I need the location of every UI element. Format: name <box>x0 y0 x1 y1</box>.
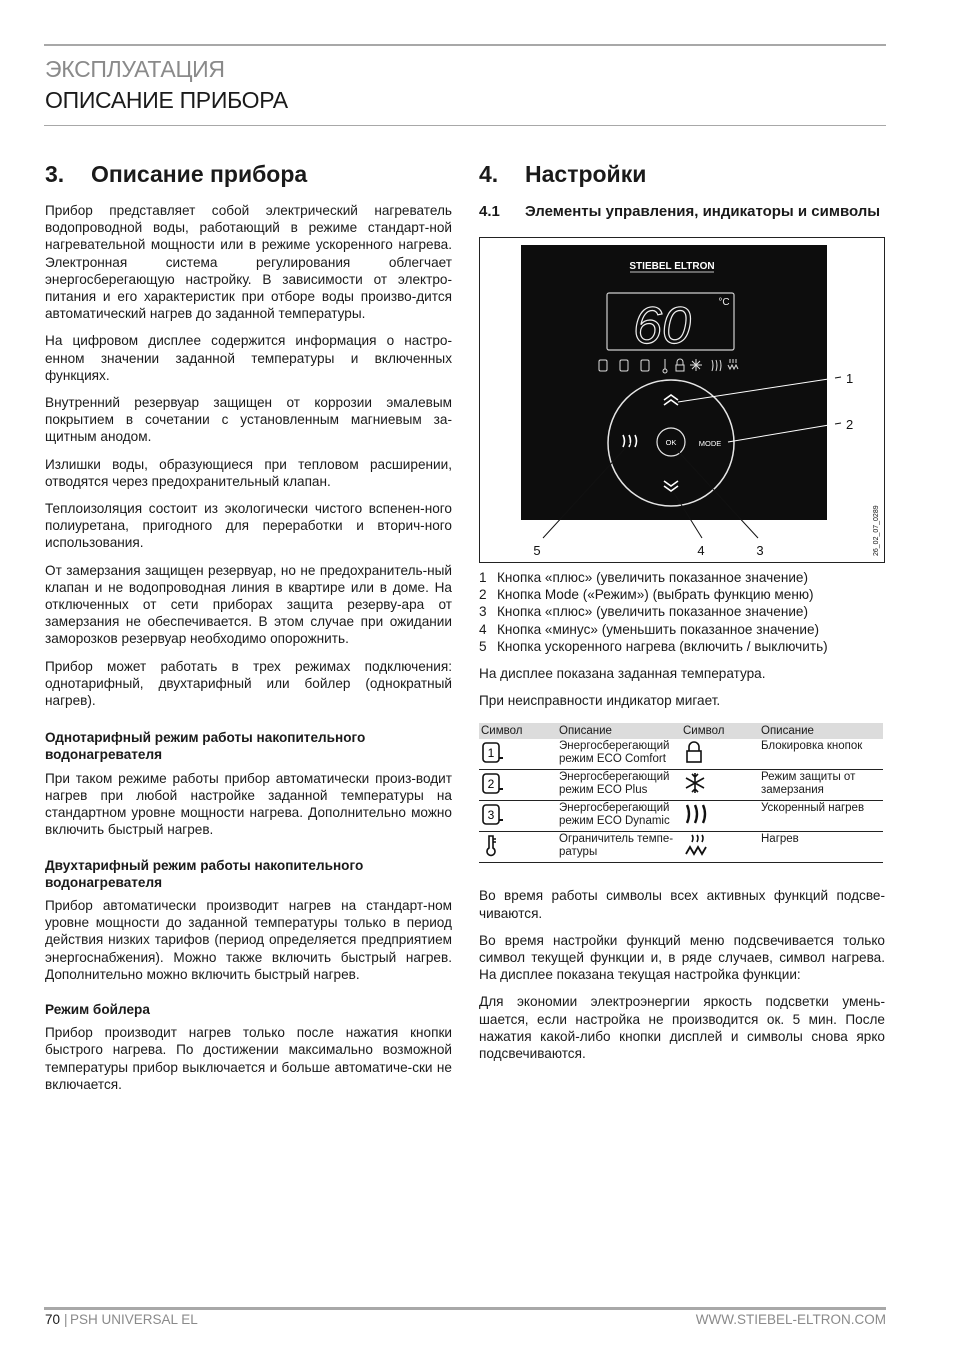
callout-3: 3 <box>756 543 764 558</box>
legend-item: 2 Кнопка Mode («Режим») (выбрать функцию меню) <box>479 587 814 603</box>
left-column <box>45 160 452 1103</box>
boiler-mode-text: Прибор производит нагрев только после нажатия кнопки быстрого нагрева. По достижении максимально возможной температуры прибор выключается и больше автоматиче-ски не включается. <box>45 1025 452 1092</box>
single-tariff-text: При таком режиме работы прибор автоматически произ-водит нагрев при любой настройке заданной температуры на стандартном уровне мощности нагрева. Дополнительно можно включить быстрый нагрев. <box>45 770 452 838</box>
thermometer-icon <box>481 833 505 857</box>
paragraph: Прибор может работать в трех режимах подключения: однотарифный, двухтарифный или бойлер (однократный нагрев). <box>45 658 452 709</box>
ok-label: OK <box>665 438 677 447</box>
svg-text:1: 1 <box>487 746 495 761</box>
single-tariff-heading: Однотарифный режим работы накопительного водонагревателя <box>45 730 366 763</box>
svg-text:3: 3 <box>487 808 495 823</box>
footer-rule <box>44 1307 886 1310</box>
page-number: 70 <box>45 1312 61 1327</box>
paragraph: Внутренний резервуар защищен от коррозии эмалевым покрытием в сочетании с установленным магниевым за-щитным анодом. <box>45 395 452 445</box>
panel-background <box>521 245 827 520</box>
header-title: ОПИСАНИЕ ПРИБОРА <box>45 87 288 113</box>
legend-item: 4 Кнопка «минус» (уменьшить показанное значение) <box>479 621 820 637</box>
paragraph: Прибор представляет собой электрический нагреватель водопроводной воды, работающий в режиме стандарт-ной нагревательной мощности или в режиме ускоренного нагрева. Электронная система регулирования облегчает энергосберегающую настройку. В зависимости от электро-питания и его характеристик при отборе воды произво-дится автоматический нагрев до заданной температуры. <box>45 203 452 322</box>
paragraph: От замерзания защищен резервуар, но не предохранитель-ный клапан и не водопроводная линия в квартире или в доме. На отключенных от сети приборах защита резерву-ара от замерзания не обеспечивается. В этом случае при ожидании заморозков резервуар необходимо опорожнить. <box>45 562 452 647</box>
table-row: Ограничитель темпе-ратуры Нагрев <box>479 832 883 863</box>
figure-legend <box>479 569 885 655</box>
dual-tariff-heading: Двухтарифный режим работы накопительного водонагревателя <box>45 857 364 890</box>
footer-separator: | <box>64 1312 68 1327</box>
boiler-mode-heading: Режим бойлера <box>45 1001 150 1017</box>
footer-url: WWW.STIEBEL-ELTRON.COM <box>695 1312 886 1327</box>
callout-5: 5 <box>533 543 541 558</box>
fast-heat-icon <box>683 802 711 826</box>
note-fault: При неисправности индикатор мигает. <box>479 693 721 709</box>
paragraph: Во время настройки функций меню подсвечивается только символ текущей функции и, в ряде случаев, символ нагрева. На дисплее показана текущая настройка функции: <box>479 932 885 983</box>
symbols-table <box>479 723 883 863</box>
legend-item: 5 Кнопка ускоренного нагрева (включить / выключить) <box>479 638 828 654</box>
subsection-4-1-heading: 4.1 Элементы управления, индикаторы и символы <box>479 203 881 220</box>
paragraph: Для экономии электроэнергии яркость подсветки умень-шается, если настройка не производится ок. 5 мин. После нажатия какой-либо кнопки дисплей и символы снова ярко подсвечиваются. <box>479 994 885 1062</box>
paragraph: Излишки воды, образующиеся при тепловом расширении, отводятся через предохранительный клапан. <box>45 456 452 489</box>
legend-item: 1 Кнопка «плюс» (увеличить показанное значение) <box>479 570 809 585</box>
snowflake-icon <box>683 771 707 795</box>
eco-dynamic-icon <box>481 802 505 826</box>
note-display: На дисплее показана заданная температура. <box>479 666 766 682</box>
eco-comfort-icon <box>481 740 505 764</box>
paragraph: На цифровом дисплее содержится информация о настро-енном значении заданной температуры и включенных функциях. <box>45 333 452 383</box>
callout-1: 1 <box>846 371 854 386</box>
figure-code: 26_02_07_0289 <box>873 505 880 556</box>
section-4-heading: 4. Настройки <box>479 161 647 187</box>
table-row: 3 Энергосберегающий режим ECO Dynamic Ускоренный нагрев <box>479 801 883 832</box>
after-table-text <box>479 887 885 1062</box>
section-3-heading: 3. Описание прибора <box>45 161 308 187</box>
top-rule <box>44 44 886 46</box>
header-rule <box>44 125 886 126</box>
control-panel-figure <box>479 237 885 563</box>
temperature-unit: °C <box>718 297 730 308</box>
table-row: 1 Энергосберегающий режим ECO Comfort Блокировка кнопок <box>479 739 883 770</box>
table-header: Символ Описание Символ Описание <box>479 723 883 739</box>
right-column <box>479 160 885 1072</box>
callout-4: 4 <box>697 543 705 558</box>
dual-tariff-text: Прибор автоматически производит нагрев на стандарт-ном уровне мощности до заданной температуры только в период действия низких тарифов (период определяется предприятием энергоснабжения). Можно также включить быстрый нагрев. Дополнительно можно включить быстрый нагрев. <box>45 897 452 982</box>
temperature-value: 60 <box>633 297 691 355</box>
control-panel-illustration <box>480 238 884 562</box>
table-row: 2 Энергосберегающий режим ECO Plus Режим защиты от замерзания <box>479 770 883 801</box>
eco-plus-icon <box>481 771 505 795</box>
paragraph: Теплоизоляция состоит из экологически чистого вспенен-ного полиуретана, пригодного для переработки и вторич-ного использования. <box>45 501 452 551</box>
callout-2: 2 <box>846 417 854 432</box>
header-section: ЭКСПЛУАТАЦИЯ <box>45 56 225 82</box>
heating-icon <box>683 833 711 857</box>
footer-model: PSH UNIVERSAL EL <box>70 1312 198 1327</box>
lock-icon <box>683 740 707 764</box>
mode-label: MODE <box>698 439 722 448</box>
brand-logo: STIEBEL ELTRON <box>629 261 715 272</box>
svg-text:2: 2 <box>487 777 495 792</box>
legend-item: 3 Кнопка «плюс» (увеличить показанное значение) <box>479 604 809 620</box>
paragraph: Во время работы символы всех активных функций подсве-чиваются. <box>479 888 885 921</box>
